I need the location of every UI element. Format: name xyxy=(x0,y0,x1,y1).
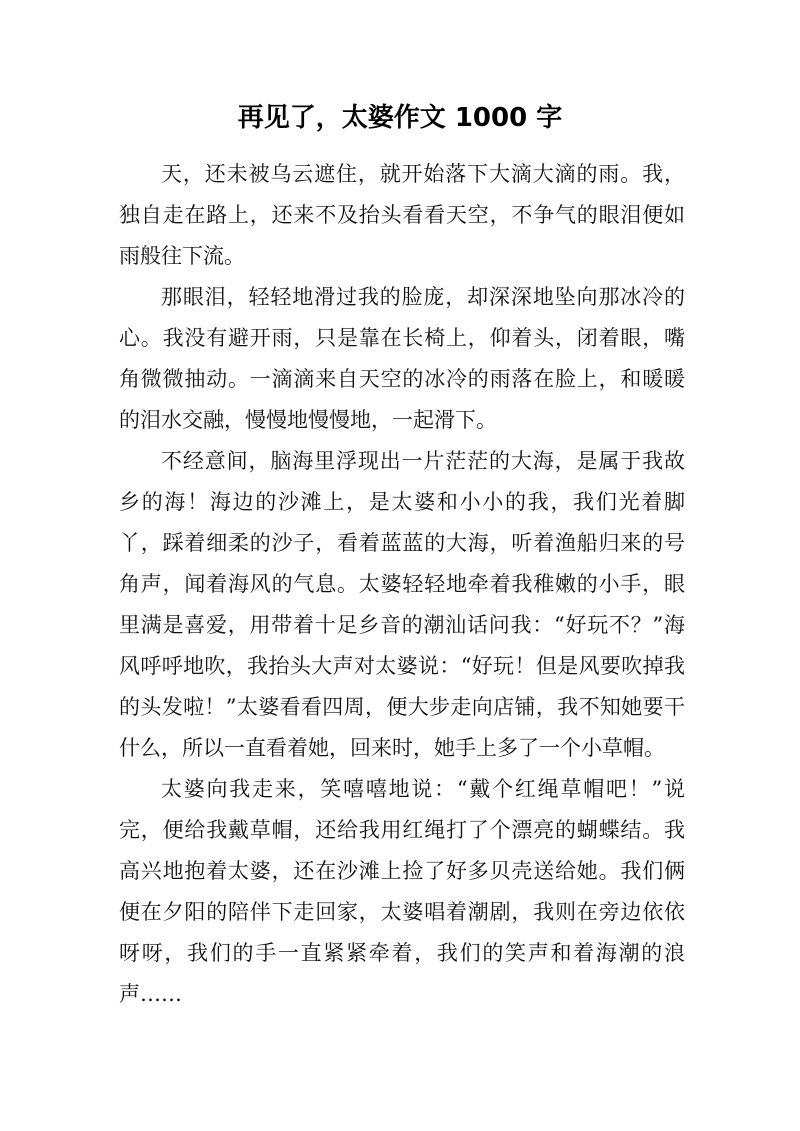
paragraph-3: 不经意间，脑海里浮现出一片茫茫的大海，是属于我故乡的海！海边的沙滩上，是太婆和小小的我，我们光着脚丫，踩着细柔的沙子，看着蓝蓝的大海，听着渔船归来的号角声，闻着海风的气息。太婆轻轻地牵着我稚嫩的小手，眼里满是喜爱，用带着十足乡音的潮汕话问我：“好玩不？”海风呼呼地吹，我抬头大声对太婆说：“好玩！但是风要吹掉我的头发啦！”太婆看看四周，便大步走向店铺，我不知她要干什么，所以一直看着她，回来时，她手上多了一个小草帽。 xyxy=(119,449,685,760)
paragraph-1: 天，还未被乌云遮住，就开始落下大滴大滴的雨。我，独自走在路上，还来不及抬头看看天空，不争气的眼泪便如雨般往下流。 xyxy=(119,162,685,268)
document-body xyxy=(119,154,685,1015)
paragraph-2: 那眼泪，轻轻地滑过我的脸庞，却深深地坠向那冰冷的心。我没有避开雨，只是靠在长椅上，仰着头，闭着眼，嘴角微微抽动。一滴滴来自天空的冰冷的雨落在脸上，和暖暖的泪水交融，慢慢地慢慢地，一起滑下。 xyxy=(119,285,685,432)
paragraph-4: 太婆向我走来，笑嘻嘻地说：“戴个红绳草帽吧！”说完，便给我戴草帽，还给我用红绳打了个漂亮的蝴蝶结。我高兴地抱着太婆，还在沙滩上捡了好多贝壳送给她。我们俩便在夕阳的陪伴下走回家，太婆唱着潮剧，我则在旁边依依呀呀，我们的手一直紧紧牵着，我们的笑声和着海潮的浪声…… xyxy=(119,777,685,1006)
document-title: 再见了，太婆作文 1000 字 xyxy=(237,103,563,133)
